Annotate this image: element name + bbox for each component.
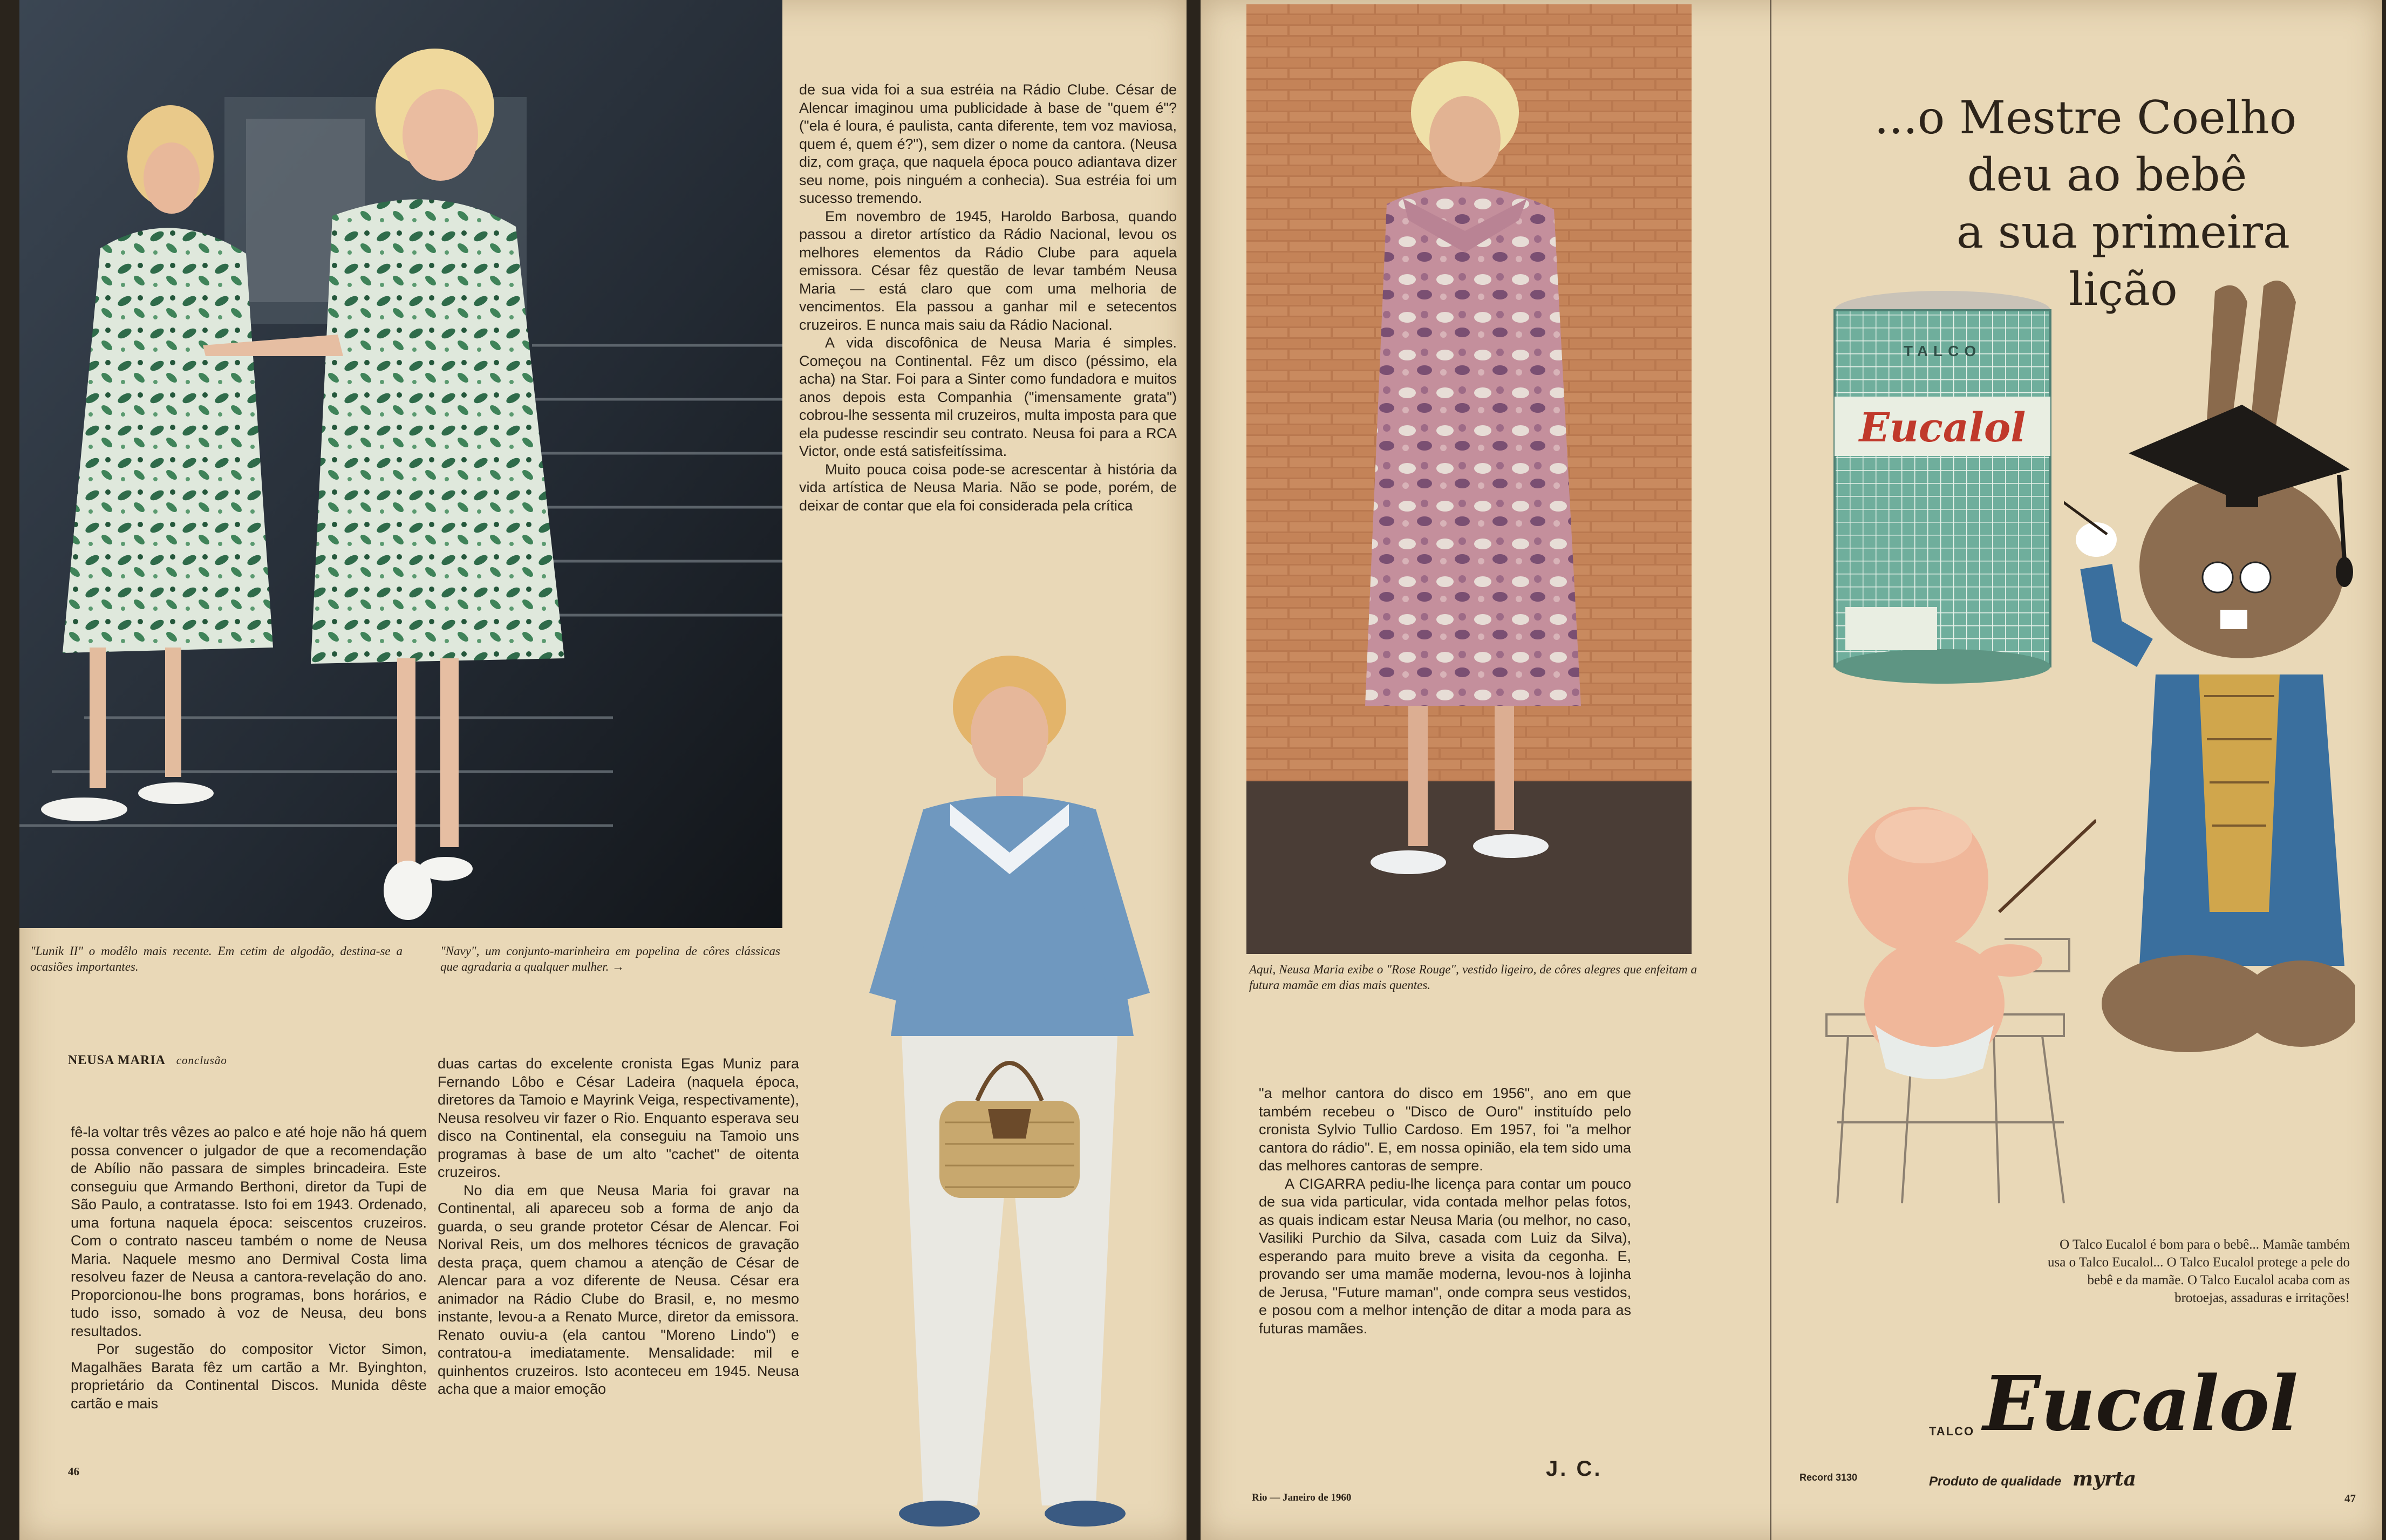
photo-floral-dresses <box>19 0 782 928</box>
eucalol-logo <box>1929 1360 2361 1452</box>
photo-caption-rose-rouge: Aqui, Neusa Maria exibe o "Rose Rouge", vestido ligeiro, de côres alegres que enfeitam a futura mamãe em dias mais quentes. <box>1249 963 1697 992</box>
ad-record-number: Record 3130 <box>1799 1472 1858 1483</box>
left-page <box>19 0 1187 1540</box>
paragraph: A CIGARRA pediu-lhe licença para contar um pouco de sua vida particular, vida contada melhor pelas fotos, as quais indicam estar Neusa Maria (ou melhor, no caso, Vasiliki Purchio da Silva, casada com Luiz da Silva), esperando para muito breve a visita da cegonha. E, provando ser uma mamãe moderna, levou-nos à lojinha de Jerusa, "Future maman", onde compra seus vestidos, e posou com a melhor intenção de ditar a moda para as futuras mamães. <box>1259 1175 1631 1337</box>
article-column-top-right <box>799 81 1177 515</box>
article-column-2 <box>438 1055 799 1399</box>
ad-headline-line-2: deu ao bebê <box>1967 148 2247 201</box>
photo-navy-outfit <box>815 648 1193 1540</box>
section-heading <box>68 1053 227 1068</box>
section-title: NEUSA MARIA <box>68 1053 165 1067</box>
caption-navy-text: "Navy", um conjunto-marinheira em popelina de côres clássicas que agradaria a qualquer mulher. <box>440 944 780 973</box>
paragraph: "a melhor cantora do disco em 1956", ano em que também recebeu o "Disco de Ouro" instituído pelo cronista Sylvio Tullio Cardoso. Em 1957, foi "a melhor cantora do rádio". E, em nossa opinião, ela tem sido uma das melhores cantoras de sempre. <box>1259 1085 1631 1174</box>
paragraph: No dia em que Neusa Maria foi gravar na Continental, ali apareceu sob a forma de anjo da guarda, o seu grande protetor César de Alencar. Foi Norival Reis, um dos melhores técnicos de gravação desta praça, quem chamou a atenção de César de Alencar para a voz diferente de Neusa. César era animador na Rádio Clube do Brasil, e, no mesmo instante, levou-a a Renato Murce, diretor da emissora. Renato ouviu-a (ela cantou "Moreno Lindo") e contratou-a imediatamente. Mensalidade: mil e quinhentos cruzeiros. Isto aconteceu em 1945. Neusa acha que a maior emoção <box>438 1182 799 1397</box>
photo-caption-lunik: "Lunik II" o modêlo mais recente. Em cetim de algodão, destina-se a ocasiões importantes. <box>30 944 403 973</box>
ad-tagline <box>1929 1468 2136 1490</box>
column-rule <box>1770 0 1771 1540</box>
can-top-label: TALCO <box>1903 343 1982 359</box>
photo-caption-navy <box>440 943 780 975</box>
page-number-left: 46 <box>68 1465 79 1478</box>
baby-illustration <box>1816 788 2096 1209</box>
ad-headline-line-3: a sua primeira lição <box>1956 206 2290 316</box>
ad-headline-line-1: ...o Mestre Coelho <box>1874 91 2297 144</box>
right-page <box>1201 0 2382 1540</box>
issue-footer: Rio — Janeiro de 1960 <box>1252 1492 1352 1503</box>
tagline-text: Produto de qualidade <box>1929 1474 2062 1489</box>
rabbit-teacher-illustration <box>2064 264 2355 1063</box>
paragraph: Em novembro de 1945, Haroldo Barbosa, quando passou a diretor artístico da Rádio Nacional, levou os melhores elementos da Rádio Clube para aquela emissora. César fêz questão de levar também Neusa Maria — está claro que com uma melhoria de vencimentos. Ela passou a ganhar mil e setecentos cruzeiros. E nunca mais saiu da Rádio Nacional. <box>799 208 1177 333</box>
paragraph: fê-la voltar três vêzes ao palco e até hoje não há quem possa convencer o julgador de que a recomendação de Abílio não passara de simples brincadeira. Este conseguiu que Armando Berthoni, diretor da Tupi de São Paulo, a contratasse. Isto foi em 1943. Ordenado, uma fortuna naquela época: seiscentos cruzeiros. Com o contrato nasceu também o nome de Neusa Maria. Naquele mesmo ano Dermival Costa lima resolveu fazer de Neusa a cantora-revelação do ano. Proporcionou-lhe bons programas, bons horários, e tudo isso, somado à voz de Neusa, deu bons resultados. <box>71 1124 427 1339</box>
paragraph: duas cartas do excelente cronista Egas Muniz para Fernando Lôbo e César Ladeira (naquela época, diretores da Tamoio e Mayrink Veiga, respectivamente), Neusa resolveu vir fazer o Rio. Enquanto esperava seu disco na Continental, ela conseguiu na Tamoio uns programas à base de um alto "cachet" de oitenta cruzeiros. <box>438 1055 799 1180</box>
paragraph: A vida discofônica de Neusa Maria é simples. Começou na Continental. Fêz um disco (péssimo, ela acha) na Star. Foi para a Sinter como fundadora e muitos anos depois esta Companhia ("imensamente grata") cobrou-lhe sessenta mil cruzeiros, multa imposta para que ela pudesse rescindir seu contrato. Neusa foi para a RCA Victor, onde está satisfeitíssima. <box>799 335 1177 459</box>
paragraph: Por sugestão do compositor Victor Simon, Magalhães Barata fêz um cartão a Mr. Byinghton, proprietário da Continental Discos. Munida dêste cartão e mais <box>71 1341 427 1412</box>
logo-prefix: TALCO <box>1929 1425 1975 1438</box>
article-column-right <box>1259 1085 1631 1338</box>
maker-mark: myrta <box>2073 1468 2136 1490</box>
continue-arrow-icon: → <box>612 960 625 973</box>
eucalol-ad <box>1783 11 2377 1527</box>
talc-can-illustration <box>1824 289 2061 688</box>
paragraph: Muito pouca coisa pode-se acrescentar à história da vida artística de Neusa Maria. Não se pode, porém, de deixar de contar que ela foi considerada pela crítica <box>799 461 1177 514</box>
photo-rose-rouge-dress <box>1246 4 1692 954</box>
can-brand-label: Eucalol <box>1859 405 2026 451</box>
ad-body-copy: O Talco Eucalol é bom para o bebê... Mamãe também usa o Talco Eucalol... O Talco Eucalol protege a pele do bebê e da mamãe. O Talco Eucalol acaba com as brotoejas, assaduras e irritações! <box>2048 1237 2350 1305</box>
paragraph: de sua vida foi a sua estréia na Rádio Clube. César de Alencar imaginou uma publicidade à base de "quem é"? ("ela é loura, é paulista, canta diferente, tem voz maviosa, quem é, quem é?"), sem dizer o nome da cantora. (Neusa diz, com graça, que naquela época pouco adiantava dizer seu nome, pois ninguém a conhecia). Sua estréia foi um sucesso tremendo. <box>799 81 1177 206</box>
author-signature: J. C. <box>1546 1457 1603 1481</box>
section-suffix: conclusão <box>176 1054 227 1067</box>
article-column-1 <box>71 1123 427 1413</box>
page-number-right: 47 <box>2344 1492 2356 1505</box>
logo-wordmark: Eucalol <box>1983 1360 2299 1448</box>
